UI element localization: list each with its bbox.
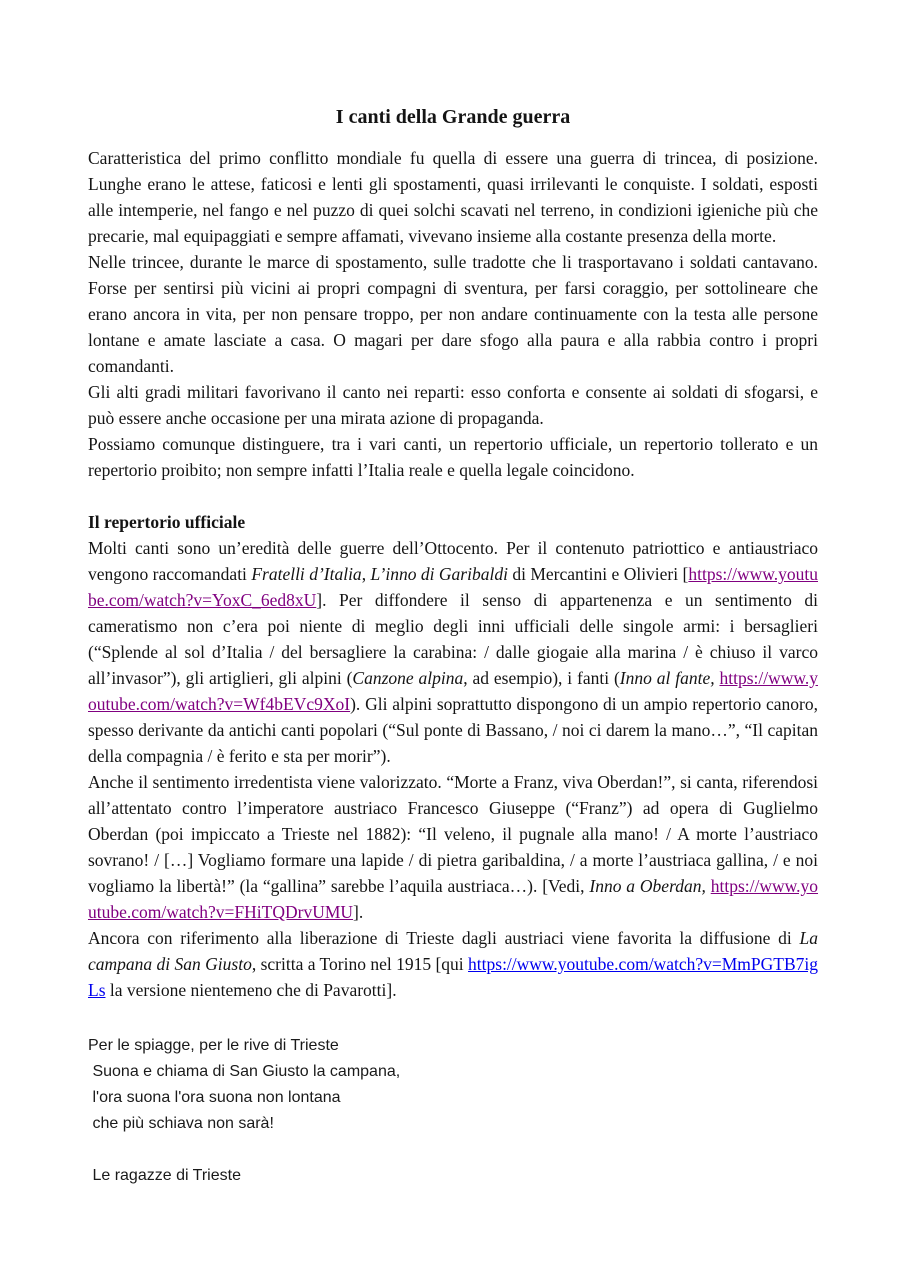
poem-line: Suona e chiama di San Giusto la campana,: [88, 1063, 401, 1080]
italic-text-run: L’inno di Garibaldi: [370, 564, 508, 584]
italic-text-run: Canzone alpina: [352, 668, 464, 688]
document-title: I canti della Grande guerra: [335, 106, 571, 128]
paragraph: [88, 431, 818, 483]
text-run: Possiamo comunque distinguere, tra i vari canti, un repertorio ufficiale, un repertorio tollerato e un repertorio proibito; non sempre infatti l’Italia reale e quella legale coincidono.: [88, 434, 818, 480]
text-run: ]. Per diffondere il senso di appartenenza e un sentimento di cameratismo non c’era poi niente di meglio degli inni ufficiali delle singole armi: i bersaglieri (“Splende al sol d’Italia / del bersagliere la carabina: / dalle giogaie alla marina / è chiuso il varco all’invasor”), gli artiglieri, gli alpini (: [88, 590, 818, 688]
text-run: Gli alti gradi militari favorivano il canto nei reparti: esso conforta e consente ai soldati di sfogarsi, e può essere anche occasione per una mirata azione di propaganda.: [88, 382, 818, 428]
paragraph: [88, 535, 818, 769]
poem-lines: [88, 1033, 818, 1137]
text-run: ). Gli alpini soprattutto dispongono di un ampio repertorio canoro, spesso derivante da antichi canti popolari (“Sul ponte di Bassano, / noi ci darem la mano…”, “Il capitan della compagnia / è ferito e sta per morir”).: [88, 694, 818, 766]
text-run: Caratteristica del primo conflitto mondiale fu quella di essere una guerra di trincea, di posizione. Lunghe erano le attese, faticosi e lenti gli spostamenti, quasi irrilevanti le conquiste. I soldati, esposti alle intemperie, nel fango e nel puzzo di quei solchi scavati nel terreno, in condizioni igieniche più che precarie, mal equipaggiati e sempre affamati, vivevano insieme alla costante presenza della morte.: [88, 148, 818, 246]
paragraph: [88, 249, 818, 379]
text-run: la versione nientemeno che di Pavarotti].: [105, 980, 397, 1000]
text-run: Nelle trincee, durante le marce di spostamento, sulle tradotte che li trasportavano i soldati cantavano. Forse per sentirsi più vicini ai propri compagni di sventura, per farsi coraggio, per sottolineare che erano ancora in vita, per non pensare troppo, per non andare continuamente con la testa alle persone lontane e amate lasciate a casa. O magari per dare sfogo alla paura e alla rabbia contro i propri comandanti.: [88, 252, 818, 376]
poem: [88, 1033, 818, 1189]
youtube-link[interactable]: https://www.youtube.com/watch?v=Wf4bEVc9XoI: [88, 668, 818, 714]
text-run: Ancora con riferimento alla liberazione di Trieste dagli austriaci viene favorita la diffusione di: [88, 928, 800, 948]
text-run: Molti canti sono un’eredità delle guerre dell’Ottocento. Per il contenuto patriottico e antiaustriaco vengono raccomandati: [88, 538, 818, 584]
poem-line: che più schiava non sarà!: [88, 1115, 274, 1132]
text-run: ,: [361, 564, 371, 584]
paragraph: [88, 145, 818, 249]
text-run: Il repertorio ufficiale: [88, 512, 246, 532]
text-run: di Mercantini e Olivieri [: [507, 564, 689, 584]
poem-line: l'ora suona l'ora suona non lontana: [88, 1089, 341, 1106]
italic-text-run: Inno al fante,: [619, 668, 715, 688]
paragraph: [88, 925, 818, 1003]
poem-attribution: Le ragazze di Trieste: [88, 1167, 241, 1184]
text-run: ].: [353, 902, 364, 922]
italic-text-run: Inno a Oberdan,: [589, 876, 706, 896]
youtube-link[interactable]: https://www.youtube.com/watch?v=YoxC_6ed8xU: [88, 564, 818, 610]
text-run: , scritta a Torino nel 1915 [qui: [251, 954, 469, 974]
paragraph: [88, 769, 818, 925]
italic-text-run: Fratelli d’Italia: [251, 564, 362, 584]
poem-line: Per le spiagge, per le rive di Trieste: [88, 1037, 339, 1054]
section-heading: [88, 509, 818, 535]
text-run: , ad esempio), i fanti (: [463, 668, 620, 688]
text-run: Anche il sentimento irredentista viene valorizzato. “Morte a Franz, viva Oberdan!”, si canta, riferendosi all’attentato contro l’imperatore austriaco Francesco Giuseppe (“Franz”) ad opera di Guglielmo Oberdan (poi impiccato a Trieste nel 1882): “Il veleno, il pugnale alla mano! / A morte l’austriaco sovrano! / […] Vogliamo formare una lapide / di pietra garibaldina, / a morte l’austriaca gallina, / e noi vogliamo la libertà!” (la “gallina” sarebbe l’aquila austriaca…). [Vedi,: [88, 772, 818, 896]
paragraph: [88, 379, 818, 431]
document-body: [88, 145, 818, 1003]
youtube-link[interactable]: https://www.youtube.com/watch?v=MmPGTB7igLs: [88, 954, 818, 1000]
italic-text-run: La campana di San Giusto: [88, 928, 818, 974]
youtube-link[interactable]: https://www.youtube.com/watch?v=FHiTQDrvUMU: [88, 876, 818, 922]
